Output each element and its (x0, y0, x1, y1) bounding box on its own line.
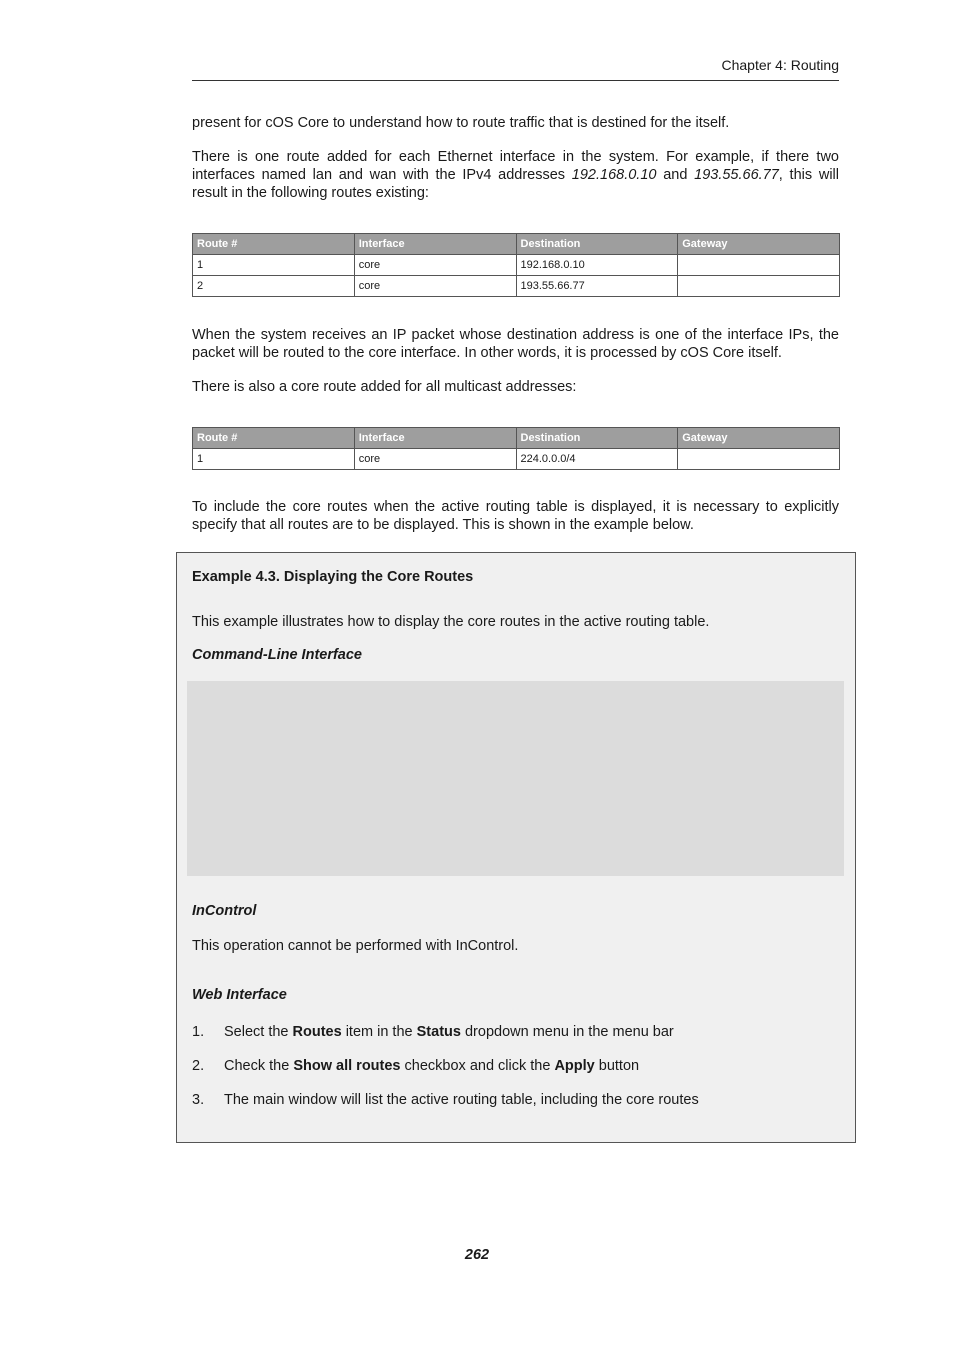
step-text (224, 1091, 699, 1109)
text-segment: item in the (341, 1024, 417, 1040)
step-text (224, 1057, 639, 1075)
web-interface-heading: Web Interface (192, 987, 287, 1003)
cell-destination: 193.55.66.77 (516, 276, 678, 297)
paragraph-display-core-routes: To include the core routes when the active routing table is displayed, it is necessary to explicitly specify that all routes are to be displayed. This is shown in the example below. (192, 499, 839, 533)
text-segment: dropdown menu in the menu bar (460, 1024, 674, 1040)
paragraph-core-interface: When the system receives an IP packet whose destination address is one of the interface IPs, the packet will be routed to the core interface. In other words, it is processed by cOS Core itself. (192, 327, 839, 361)
cell-route-number: 1 (193, 449, 355, 470)
table-header-row (193, 428, 840, 449)
text-segment: button (594, 1058, 640, 1074)
col-gateway: Gateway (678, 234, 840, 255)
page-header (192, 55, 839, 81)
routes-table-interfaces (192, 233, 840, 297)
ip-address-lan: 192.168.0.10 (571, 167, 657, 183)
ui-term-show-all-routes: Show all routes (293, 1058, 401, 1074)
paragraph-multicast: There is also a core route added for all multicast addresses: (192, 379, 577, 395)
table-row (193, 276, 840, 297)
ui-term-status: Status (416, 1024, 461, 1040)
paragraph-routes-per-interface (192, 148, 839, 202)
cell-interface: core (354, 276, 516, 297)
col-interface: Interface (354, 428, 516, 449)
example-title: Example 4.3. Displaying the Core Routes (192, 569, 474, 585)
cli-heading: Command-Line Interface (192, 647, 362, 663)
cli-code-block (187, 681, 844, 876)
step-number: 2. (192, 1058, 205, 1074)
cell-destination: 224.0.0.0/4 (516, 449, 678, 470)
cell-route-number: 1 (193, 255, 355, 276)
text-segment: and (656, 167, 695, 183)
list-item (192, 1057, 832, 1091)
web-steps-list (192, 1023, 832, 1125)
incontrol-text: This operation cannot be performed with InControl. (192, 938, 519, 954)
chapter-title: Chapter 4: Routing (721, 57, 839, 73)
cell-gateway (678, 276, 840, 297)
ui-term-apply: Apply (554, 1058, 595, 1074)
table-row (193, 255, 840, 276)
text-segment: , this will result in the following routes existing: (192, 167, 839, 201)
text-segment: checkbox and click the (400, 1058, 555, 1074)
list-item (192, 1091, 832, 1125)
col-interface: Interface (354, 234, 516, 255)
incontrol-heading: InControl (192, 903, 257, 919)
table-row (193, 449, 840, 470)
routes-table-multicast (192, 427, 840, 470)
list-item (192, 1023, 832, 1057)
cell-interface: core (354, 255, 516, 276)
col-gateway: Gateway (678, 428, 840, 449)
col-route-number: Route # (193, 234, 355, 255)
text-segment: Select the (224, 1024, 293, 1040)
step-number: 1. (192, 1024, 205, 1040)
ui-term-routes: Routes (292, 1024, 342, 1040)
text-segment: Check the (224, 1058, 294, 1074)
cell-gateway (678, 449, 840, 470)
col-route-number: Route # (193, 428, 355, 449)
cell-gateway (678, 255, 840, 276)
col-destination: Destination (516, 428, 678, 449)
cell-interface: core (354, 449, 516, 470)
page-number: 262 (464, 1247, 490, 1263)
col-destination: Destination (516, 234, 678, 255)
ip-address-wan: 193.55.66.77 (694, 167, 779, 183)
cell-destination: 192.168.0.10 (516, 255, 678, 276)
example-box (176, 552, 856, 1143)
example-intro: This example illustrates how to display the core routes in the active routing table. (192, 614, 710, 630)
text-segment: The main window will list the active routing table, including the core routes (224, 1092, 699, 1108)
paragraph-intro: present for cOS Core to understand how to route traffic that is destined for the itself. (192, 115, 730, 131)
cell-route-number: 2 (193, 276, 355, 297)
step-text (224, 1023, 674, 1041)
step-number: 3. (192, 1092, 205, 1108)
text-segment: There is one route added for each Ethernet interface in the system. For example, if there two interfaces named lan and wan with the IPv4 addresses (192, 149, 839, 183)
table-header-row (193, 234, 840, 255)
